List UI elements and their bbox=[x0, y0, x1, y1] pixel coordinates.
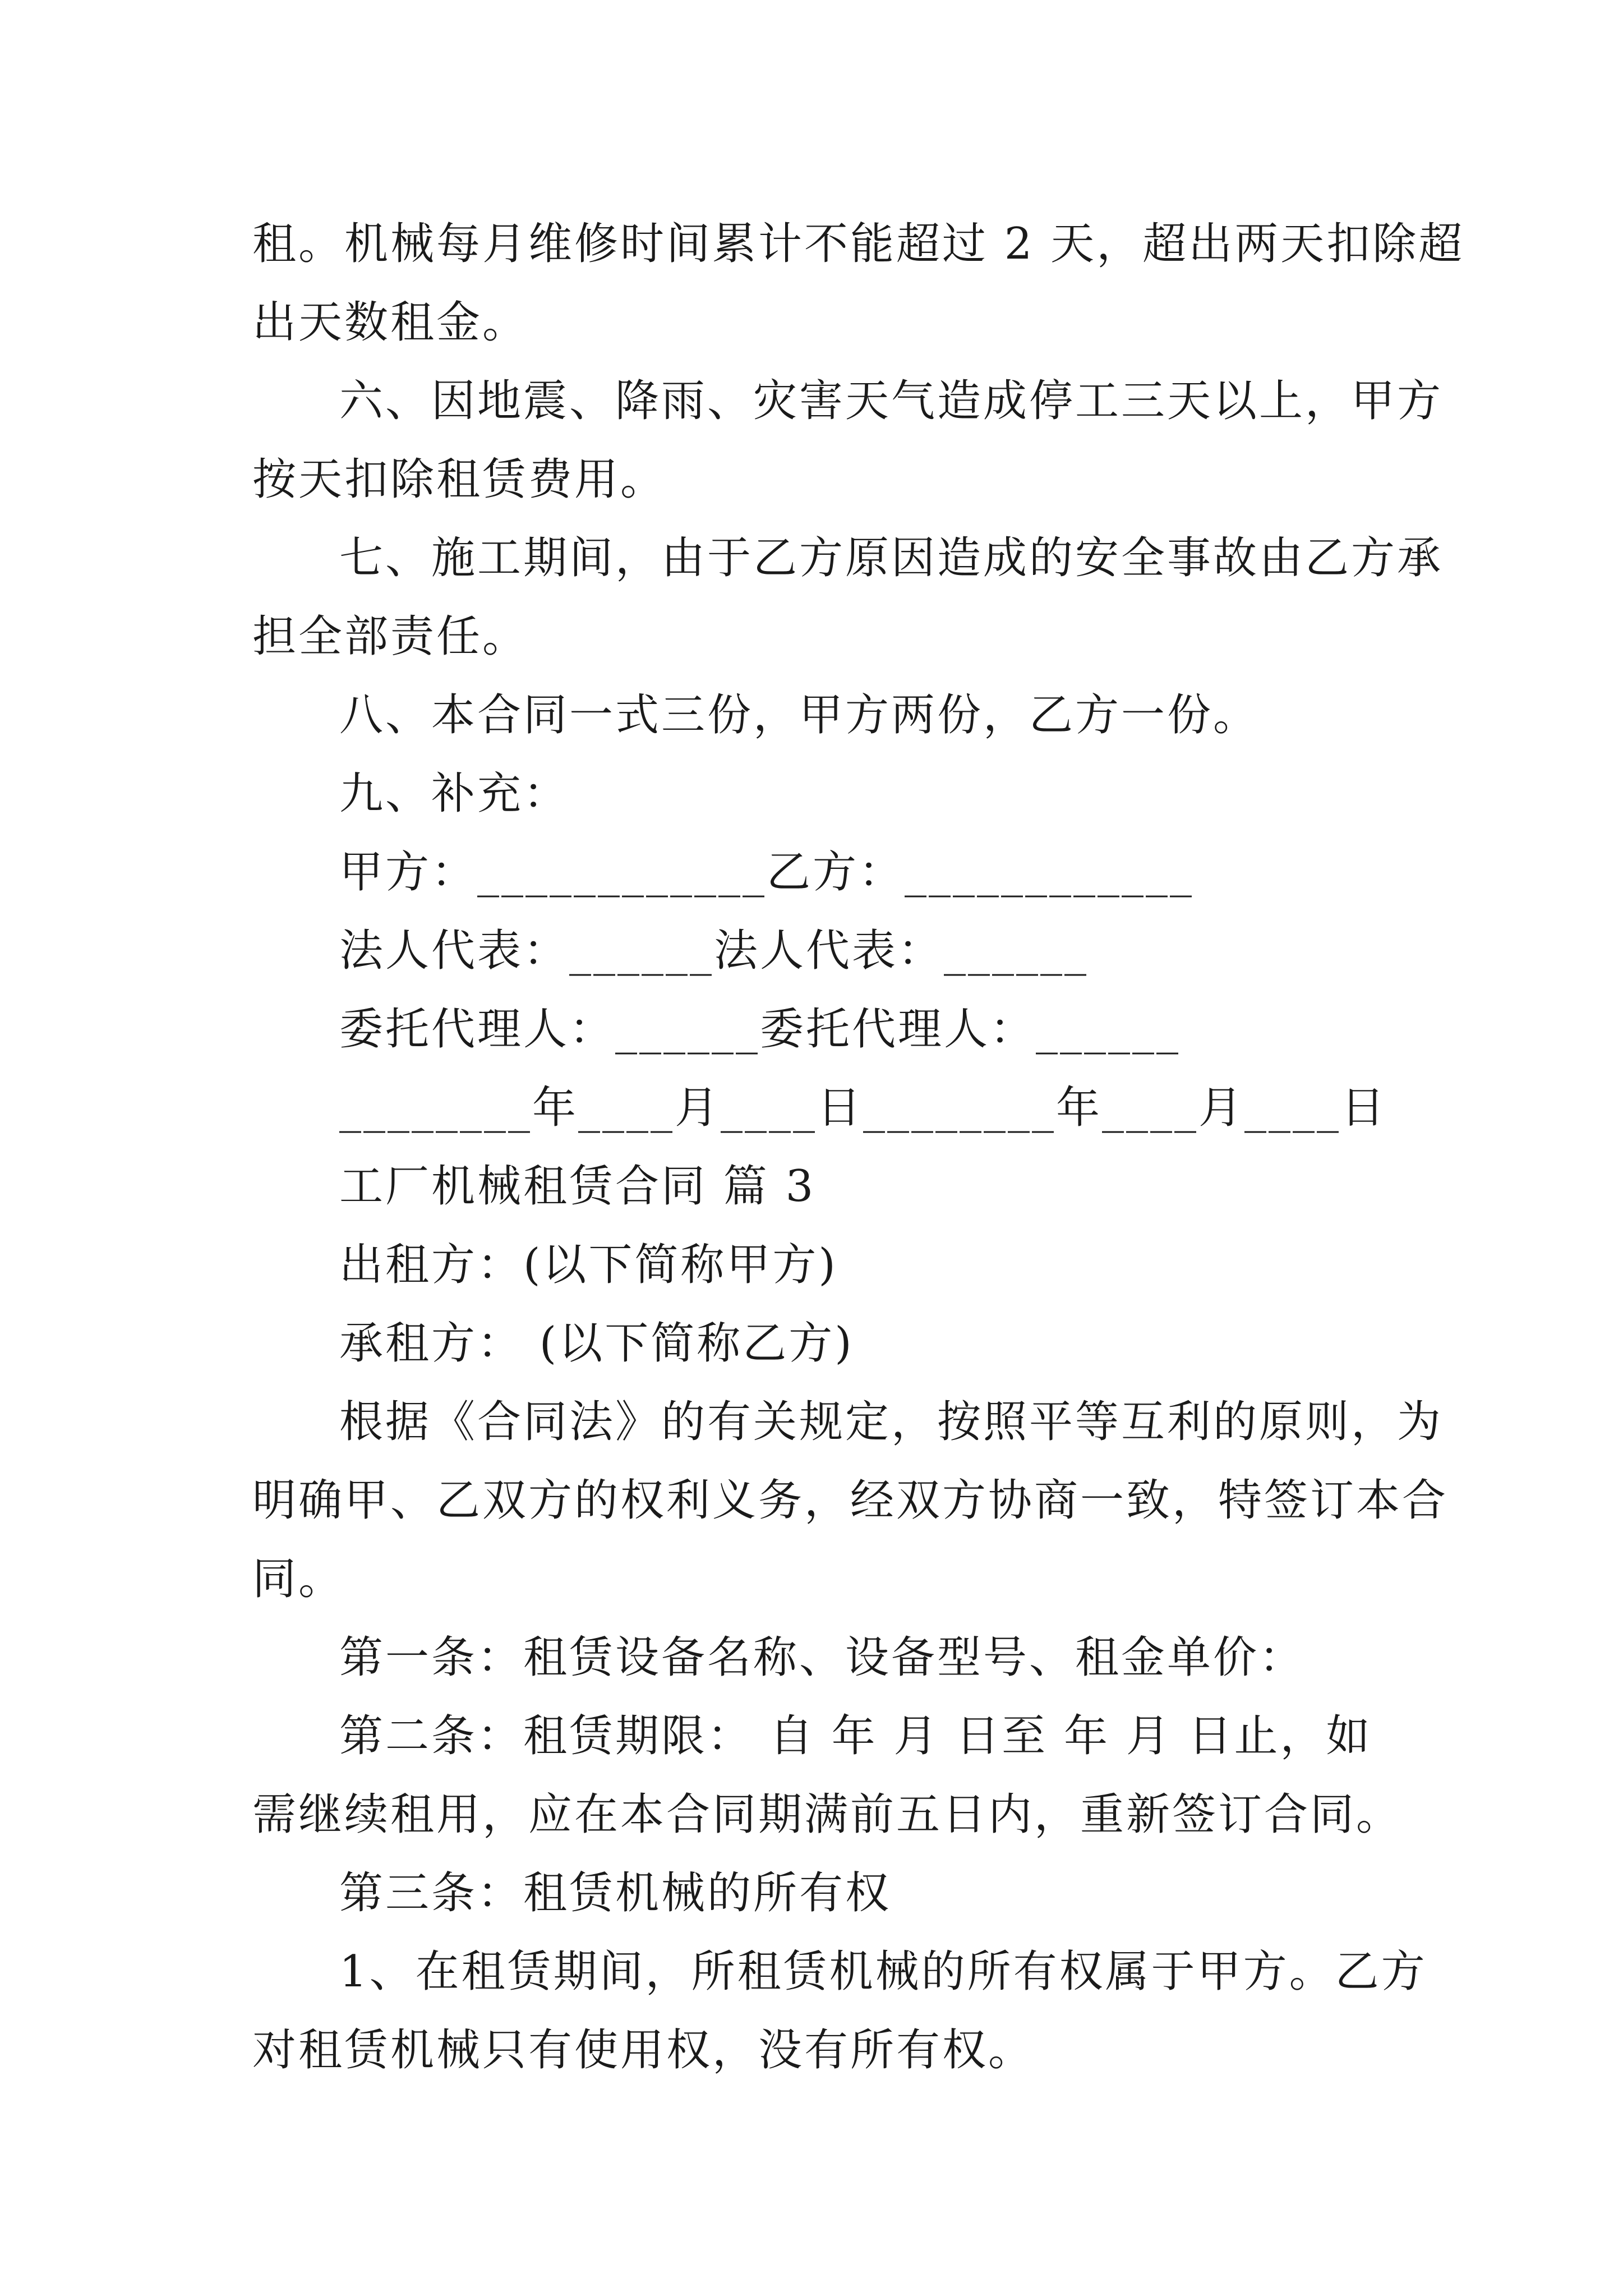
paragraph-line: 第二条：租赁期限： 自 年 月 日至 年 月 日止，如 bbox=[339, 1711, 1372, 1761]
date-line: ________年____月____日________年____月____日 bbox=[339, 1083, 1387, 1133]
paragraph-line: 根据《合同法》的有关规定，按照平等互利的原则，为 bbox=[339, 1397, 1444, 1447]
paragraph-line: 对租赁机械只有使用权，没有所有权。 bbox=[252, 2025, 1035, 2076]
paragraph-line: 第一条：租赁设备名称、设备型号、租金单价： bbox=[339, 1632, 1306, 1683]
paragraph-line: 承租方： (以下简称乙方) bbox=[339, 1318, 854, 1369]
section-heading: 工厂机械租赁合同 篇 3 bbox=[339, 1161, 816, 1212]
paragraph-line: 1、在租赁期间，所租赁机械的所有权属于甲方。乙方 bbox=[339, 1947, 1427, 1997]
paragraph-line: 出天数租金。 bbox=[252, 297, 529, 348]
signature-line: 委托代理人：______委托代理人：______ bbox=[339, 1004, 1181, 1055]
paragraph-line: 需继续租用，应在本合同期满前五日内，重新签订合同。 bbox=[252, 1789, 1403, 1840]
paragraph-line: 六、因地震、降雨、灾害天气造成停工三天以上，甲方 bbox=[339, 376, 1444, 426]
paragraph-line: 八、本合同一式三份，甲方两份，乙方一份。 bbox=[339, 690, 1260, 740]
paragraph-line: 租。机械每月维修时间累计不能超过 2 天，超出两天扣除超 bbox=[252, 219, 1465, 269]
paragraph-line: 出租方：(以下简称甲方) bbox=[339, 1240, 838, 1290]
paragraph-line: 担全部责任。 bbox=[252, 611, 529, 662]
signature-line: 甲方：____________乙方：____________ bbox=[339, 847, 1195, 898]
paragraph-line: 同。 bbox=[252, 1554, 345, 1604]
paragraph-line: 七、施工期间，由于乙方原因造成的安全事故由乙方承 bbox=[339, 533, 1444, 583]
paragraph-line: 明确甲、乙双方的权利义务，经双方协商一致，特签订本合 bbox=[252, 1475, 1449, 1526]
signature-line: 法人代表：______法人代表：______ bbox=[339, 926, 1089, 976]
paragraph-line: 九、补充： bbox=[339, 769, 570, 819]
paragraph-line: 按天扣除租赁费用。 bbox=[252, 454, 667, 505]
paragraph-line: 第三条：租赁机械的所有权 bbox=[339, 1868, 892, 1918]
